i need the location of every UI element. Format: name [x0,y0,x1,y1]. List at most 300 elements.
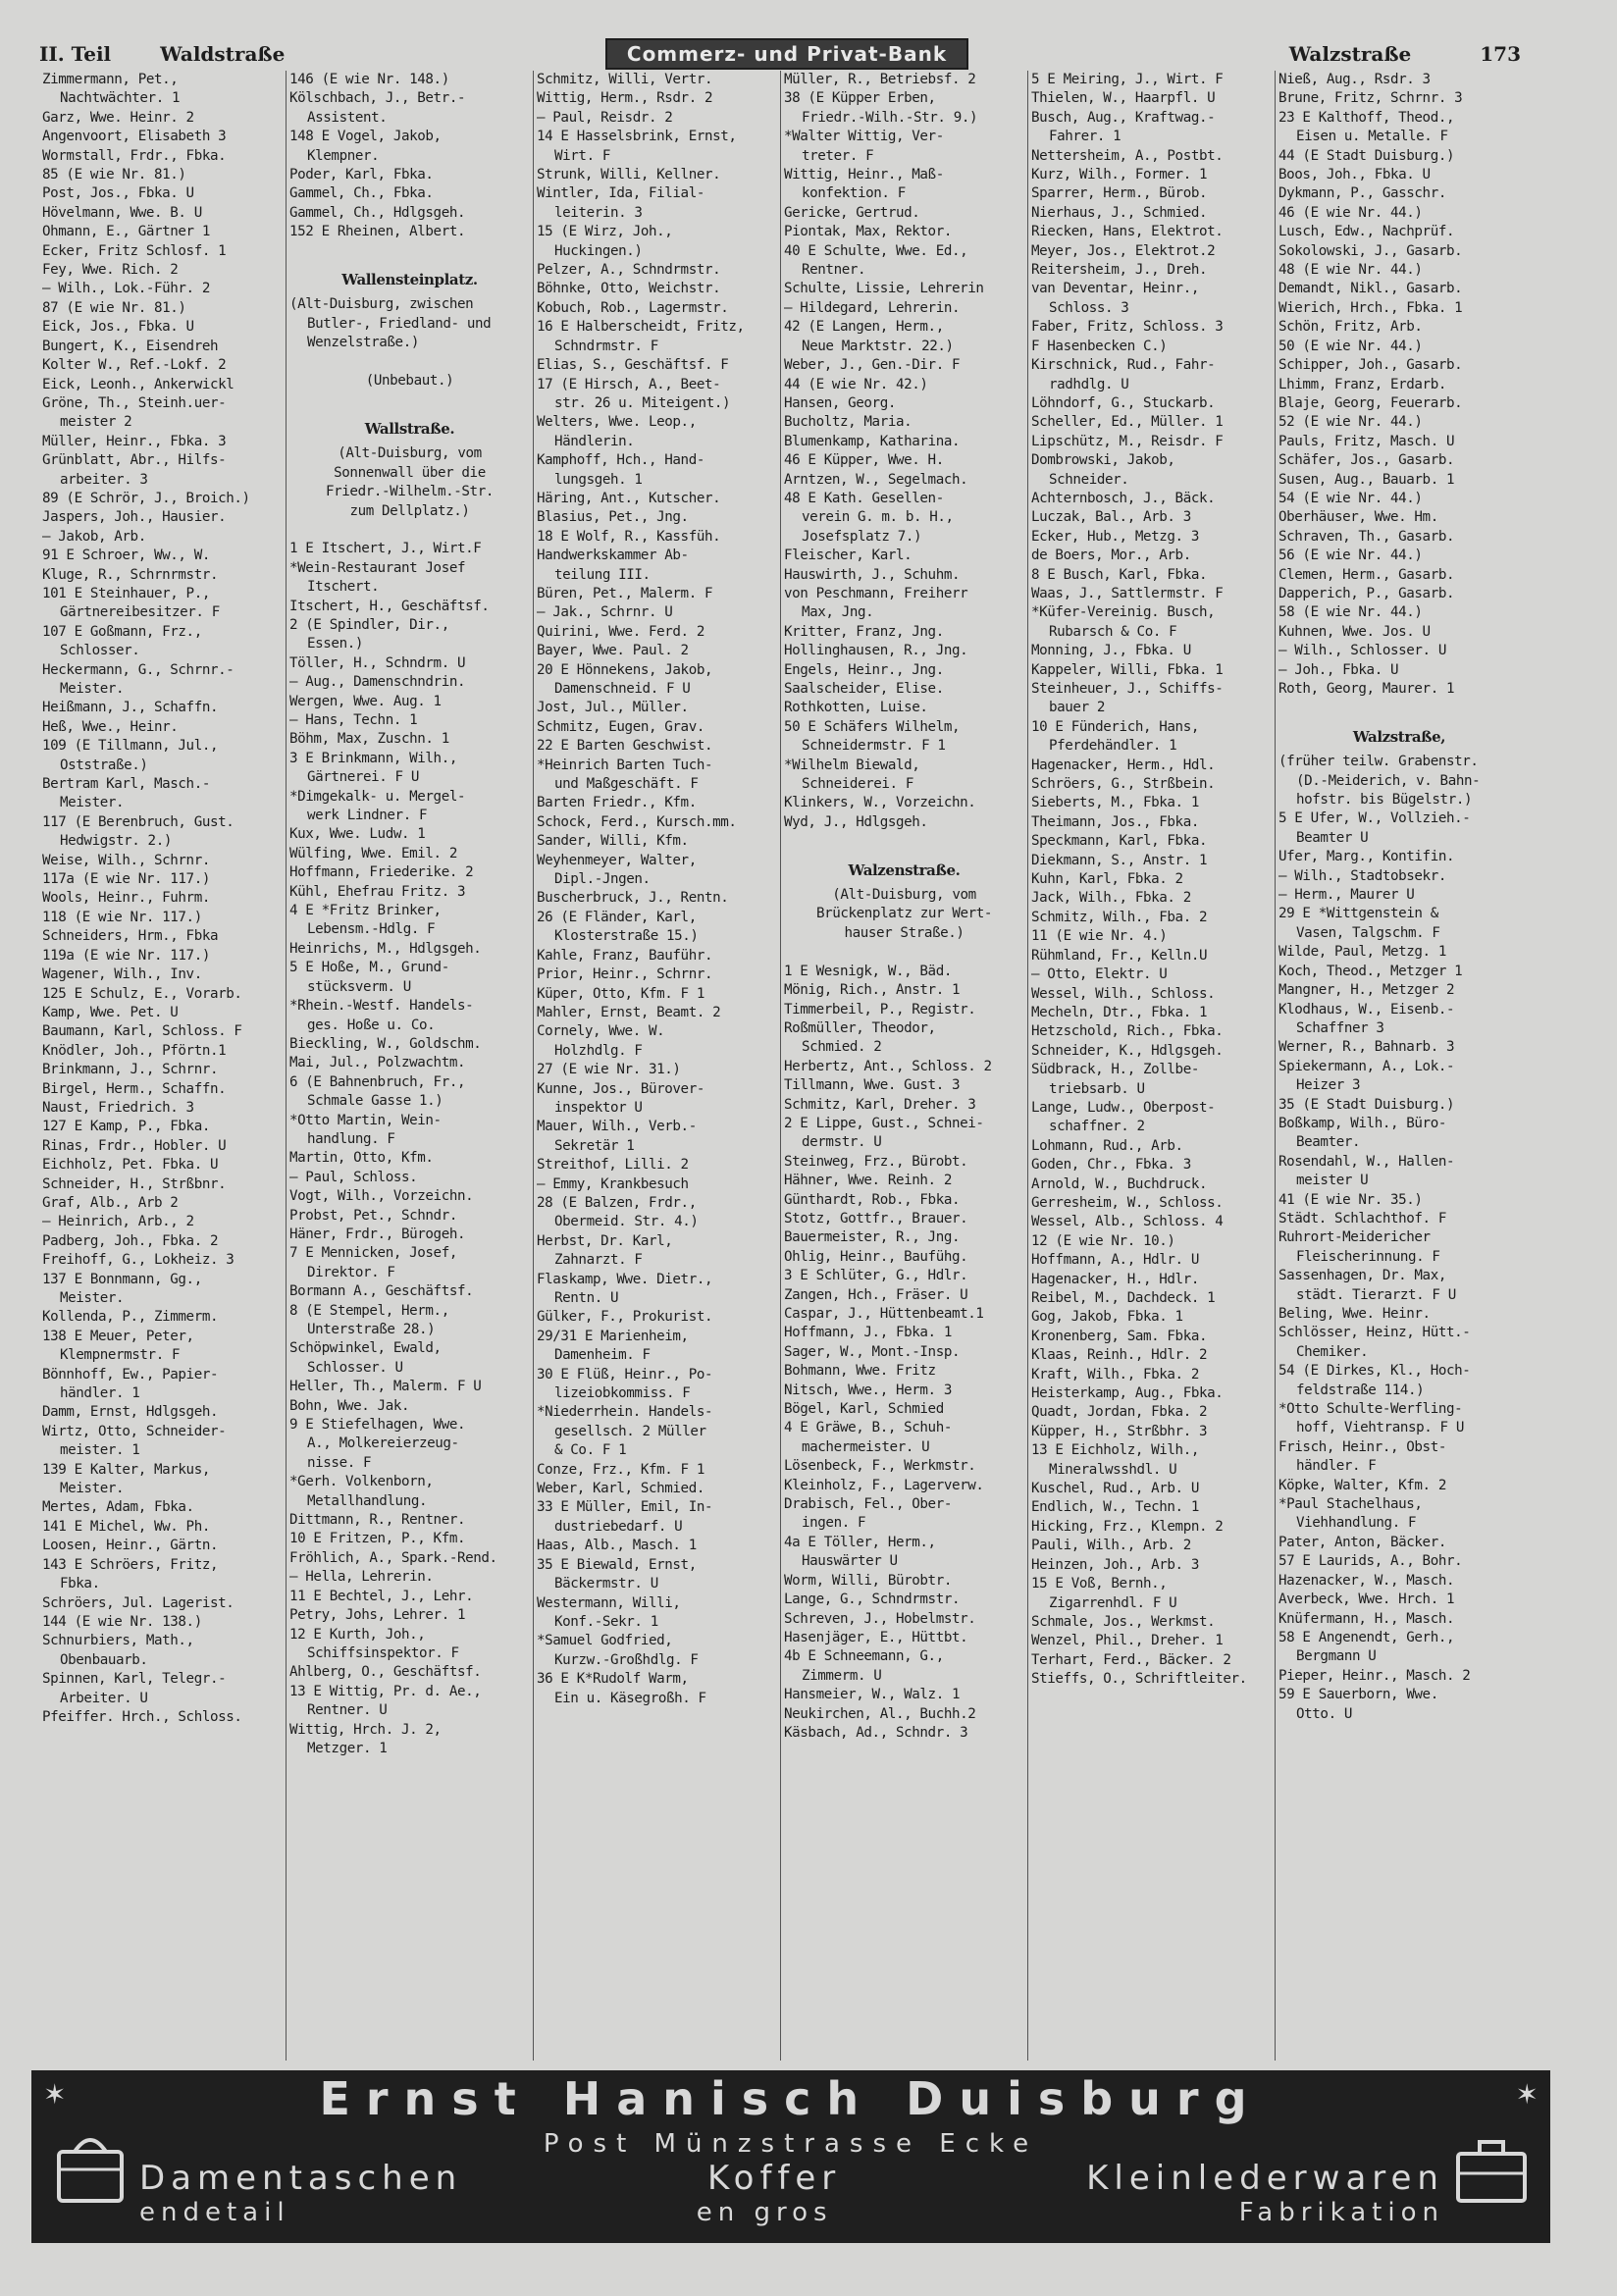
handbag-icon [51,2124,130,2213]
directory-entry: Quadt, Jordan, Fbka. 2 [1031,1404,1208,1421]
directory-entry: *Walter Wittig, Ver- [784,129,944,145]
blank-line [289,391,530,410]
directory-entry: Roth, Georg, Maurer. 1 [1278,681,1455,697]
entry-continuation: Hauswärter U [802,1553,898,1570]
directory-entry: Ecker, Hub., Metzg. 3 [1031,528,1199,545]
directory-entry: Rühmland, Fr., Kelln.U [1031,947,1208,964]
directory-entry: Nettersheim, A., Postbt. [1031,147,1224,164]
directory-entry: 16 E Halberscheidt, Fritz, [537,319,745,336]
entry-continuation: Beamter U [1296,829,1369,846]
entry-continuation: Arbeiter. U [60,1690,148,1706]
directory-entry: Klaas, Reinh., Hdlr. 2 [1031,1347,1208,1364]
directory-entry: Bucholtz, Maria. [784,414,913,431]
directory-entry: Saalscheider, Elise. [784,681,944,697]
directory-entry: Gülker, F., Prokurist. [537,1309,713,1326]
directory-entry: *Samuel Godfried, [537,1633,673,1649]
entry-continuation: Max, Jng. [802,604,874,621]
directory-entry: Cornely, Wwe. W. [537,1023,665,1040]
directory-entry: 14 E Hasselsbrink, Ernst, [537,129,737,145]
ad-goods [139,2159,1444,2198]
directory-entry: 4 E *Fritz Brinker, [289,903,442,919]
entry-continuation: Metallhandlung. [307,1492,428,1509]
directory-entry: 10 E Fünderich, Hans, [1031,718,1199,735]
directory-entry: Sander, Willi, Kfm. [537,833,689,850]
directory-entry: Dykmann, P., Gasschr. [1278,185,1446,202]
directory-entry: Schröers, G., Strßbein. [1031,776,1216,793]
directory-entry: Engels, Heinr., Jng. [784,661,944,678]
directory-entry: Haas, Alb., Masch. 1 [537,1538,697,1554]
directory-entry: Bungert, K., Eisendreh [42,338,219,354]
directory-entry: 118 (E wie Nr. 117.) [42,909,202,925]
directory-entry: Nierhaus, J., Schmied. [1031,204,1208,221]
directory-entry: Koch, Theod., Metzger 1 [1278,963,1463,979]
directory-entry: Boos, Joh., Fbka. U [1278,167,1431,183]
entry-continuation: Gärtnerei. F U [307,769,419,786]
directory-entry: 1 E Wesnigk, W., Bäd. [784,963,952,979]
directory-entry: Schöpwinkel, Ewald, [289,1340,442,1357]
directory-entry: Kritter, Franz, Jng. [784,623,944,640]
entry-continuation: Schiffsinspektor. F [307,1644,459,1661]
directory-entry: Kuschel, Rud., Arb. U [1031,1481,1199,1497]
entry-continuation: hofstr. bis Bügelstr.) [1296,792,1473,809]
entry-continuation: inspektor U [554,1099,643,1116]
directory-entry: Reibel, M., Dachdeck. 1 [1031,1290,1216,1306]
directory-entry: Schlösser, Heinz, Hütt.- [1278,1325,1471,1341]
directory-entry: Steinweg, Frz., Bürobt. [784,1153,968,1170]
directory-entry: Hoffmann, J., Fbka. 1 [784,1325,952,1341]
directory-entry: — Paul, Schloss. [289,1169,418,1185]
directory-entry: 148 E Vogel, Jakob, [289,129,442,145]
directory-entry: Kirschnick, Rud., Fahr- [1031,357,1216,374]
directory-entry: Büren, Pet., Malerm. F [537,585,713,601]
directory-entry: Thielen, W., Haarpfl. U [1031,90,1216,107]
directory-entry: Drabisch, Fel., Ober- [784,1496,952,1513]
directory-entry: 109 (E Tillmann, Jul., [42,738,219,755]
directory-entry: 42 (E Langen, Herm., [784,319,944,336]
directory-entry: Ufer, Marg., Kontifin. [1278,849,1455,865]
directory-entry: Schön, Fritz, Arb. [1278,319,1423,336]
directory-entry: Spiekermann, A., Lok.- [1278,1058,1455,1074]
directory-entry: *Küfer-Vereinig. Busch, [1031,604,1216,621]
directory-entry: 139 E Kalter, Markus, [42,1461,210,1478]
directory-entry: Mauer, Wilh., Verb.- [537,1119,697,1135]
directory-entry: — Jakob, Arb. [42,528,146,545]
ad-sales-type: en gros [696,2198,833,2227]
directory-entry: 29 E *Wittgenstein & [1278,906,1438,922]
entry-continuation: Dipl.-Jngen. [554,871,651,888]
directory-entry: Schnurbiers, Math., [42,1633,194,1649]
directory-entry: 12 E Kurth, Joh., [289,1626,426,1643]
entry-continuation: Schneiderei. F [802,776,913,793]
directory-entry: Käsbach, Ad., Schndr. 3 [784,1724,968,1741]
directory-entry: Kuhn, Karl, Fbka. 2 [1031,871,1183,888]
ad-sales-type: Fabrikation [1238,2198,1444,2227]
directory-entry: 137 E Bonnmann, Gg., [42,1271,202,1287]
entry-continuation: Holzhdlg. F [554,1042,643,1059]
directory-entry: Baumann, Karl, Schloss. F [42,1023,242,1040]
street-description: (Alt-Duisburg, vom [338,445,482,462]
entry-continuation: Vasen, Talgschm. F [1296,924,1440,941]
directory-entry: Blasius, Pet., Jng. [537,509,689,526]
directory-entry: Kronenberg, Sam. Fbka. [1031,1328,1208,1344]
directory-entry: Bögel, Karl, Schmied [784,1401,944,1418]
directory-entry: 11 (E wie Nr. 4.) [1031,928,1168,945]
directory-entry: Kamp, Wwe. Pet. U [42,1004,179,1020]
directory-entry: Hansmeier, W., Walz. 1 [784,1687,961,1703]
directory-entry: Sieberts, M., Fbka. 1 [1031,795,1199,811]
directory-entry: 59 E Sauerborn, Wwe. [1278,1687,1438,1703]
street-description: Brückenplatz zur Wert- [815,906,993,922]
ad-goods-item: Damentaschen [139,2159,463,2198]
directory-entry: Jack, Wilh., Fbka. 2 [1031,890,1191,907]
directory-entry: Mahler, Ernst, Beamt. 2 [537,1004,721,1020]
directory-entry: Oberhäuser, Wwe. Hm. [1278,509,1438,526]
directory-entry: Eick, Leonh., Ankerwickl [42,376,235,392]
directory-entry: Pauli, Wilh., Arb. 2 [1031,1538,1191,1554]
entry-continuation: ges. Hoße u. Co. [307,1017,436,1033]
ad-company-name: Ernst Hanisch Duisburg [319,2072,1263,2125]
entry-continuation: Schmied. 2 [802,1039,882,1056]
directory-entry: 85 (E wie Nr. 81.) [42,167,186,183]
directory-entry: Wools, Heinr., Fuhrm. [42,890,210,907]
entry-continuation: und Maßgeschäft. F [554,776,699,793]
directory-entry: Dombrowski, Jakob, [1031,452,1175,469]
entry-continuation: Meister. [60,681,125,697]
directory-entry: Caspar, J., Hüttenbeamt.1 [784,1306,984,1322]
directory-entry: Lipschütz, M., Reisdr. F [1031,433,1224,449]
directory-entry: 117 (E Berenbruch, Gust. [42,813,235,830]
directory-entry: 144 (E wie Nr. 138.) [42,1613,202,1630]
page-header [39,39,1521,69]
entry-continuation: Ein u. Käsegroßh. F [554,1690,706,1706]
entry-continuation: dermstr. U [802,1134,882,1151]
entry-continuation: radhdlg. U [1049,376,1129,392]
entry-continuation: Schaffner 3 [1296,1019,1384,1036]
directory-entry: Ohlig, Heinr., Baufühg. [784,1248,968,1265]
entry-continuation: Wenzelstraße.) [307,335,419,351]
directory-entry: Knödler, Joh., Pförtn.1 [42,1042,227,1059]
directory-entry: Heinzen, Joh., Arb. 3 [1031,1556,1199,1573]
directory-entry: Ruhrort-Meidericher [1278,1229,1431,1246]
directory-entry: Garz, Wwe. Heinr. 2 [42,109,194,126]
directory-entry: Faber, Fritz, Schloss. 3 [1031,319,1224,336]
entry-continuation: Obermeid. Str. 4.) [554,1214,699,1230]
directory-entry: 48 (E wie Nr. 44.) [1278,262,1423,279]
directory-entry: Theimann, Jos., Fbka. [1031,813,1199,830]
directory-entry: Gammel, Ch., Fbka. [289,185,434,202]
directory-entry: 23 E Kalthoff, Theod., [1278,109,1455,126]
directory-entry: Hähner, Wwe. Reinh. 2 [784,1173,952,1189]
entry-continuation: Damenschneid. F U [554,681,691,697]
entry-continuation: lizeiobkommiss. F [554,1385,691,1402]
entry-continuation: Bergmann U [1296,1648,1377,1665]
directory-entry: 91 E Schroer, Ww., W. [42,548,210,564]
directory-entry: Dittmann, R., Rentner. [289,1512,466,1529]
directory-entry: Heisterkamp, Aug., Fbka. [1031,1385,1224,1402]
directory-entry: Pater, Anton, Bäcker. [1278,1534,1446,1550]
entry-continuation: Wirt. F [554,147,610,164]
entry-continuation: str. 26 u. Miteigent.) [554,394,731,411]
directory-entry: Weber, Karl, Schmied. [537,1481,704,1497]
directory-entry: Lohmann, Rud., Arb. [1031,1137,1183,1154]
entry-continuation: meister. 1 [60,1442,140,1459]
entry-continuation: Fbka. [60,1576,100,1592]
directory-entry: Ecker, Fritz Schlosf. 1 [42,242,227,259]
directory-entry: *Paul Stachelhaus, [1278,1496,1423,1513]
street-heading: Wallensteinplatz. [341,271,478,289]
directory-entry: Stieffs, O., Schriftleiter. [1031,1671,1247,1688]
entry-continuation: Meister. [60,795,125,811]
entry-continuation: Bäckermstr. U [554,1576,658,1592]
directory-entry: Birgel, Herm., Schaffn. [42,1080,227,1097]
entry-continuation: Direktor. F [307,1264,395,1280]
columns-container [39,71,1523,2061]
entry-continuation: verein G. m. b. H., [802,509,954,526]
directory-entry: 1 E Itschert, J., Wirt.F [289,541,482,557]
directory-entry: Susen, Aug., Bauarb. 1 [1278,471,1455,488]
directory-entry: Nitsch, Wwe., Herm. 3 [784,1382,952,1398]
directory-entry: Wagener, Wilh., Inv. [42,966,202,983]
directory-entry: Quirini, Wwe. Ferd. 2 [537,623,704,640]
directory-entry: Kolter W., Ref.-Lokf. 2 [42,357,227,374]
street-heading: Wallstraße. [364,419,455,438]
directory-entry: Wittig, Hrch. J. 2, [289,1721,442,1738]
entry-continuation: Rubarsch & Co. F [1049,623,1177,640]
directory-entry: Kobuch, Rob., Lagermstr. [537,299,729,316]
directory-entry: Schröers, Jul. Lagerist. [42,1594,235,1611]
entry-continuation: Chemiker. [1296,1343,1369,1360]
directory-entry: Averbeck, Wwe. Hrch. 1 [1278,1592,1455,1608]
directory-entry: Prior, Heinr., Schrnr. [537,966,713,983]
directory-entry: *Rhein.-Westf. Handels- [289,998,474,1015]
directory-entry: Häner, Frdr., Bürogeh. [289,1226,466,1242]
directory-entry: Martin, Otto, Kfm. [289,1150,434,1167]
directory-entry: Steinheuer, J., Schiffs- [1031,681,1224,697]
directory-entry: 87 (E wie Nr. 81.) [42,299,186,316]
directory-entry: Städt. Schlachthof. F [1278,1210,1446,1226]
directory-entry: Padberg, Joh., Fbka. 2 [42,1232,219,1249]
directory-entry: Luczak, Bal., Arb. 3 [1031,509,1191,526]
entry-continuation: Meister. [60,1481,125,1497]
directory-entry: *Gerh. Volkenborn, [289,1474,434,1490]
directory-entry: Wülfing, Wwe. Emil. 2 [289,845,457,861]
column-5 [1028,71,1276,2061]
entry-continuation: werk Lindner. F [307,808,428,824]
directory-entry: Riecken, Hans, Elektrot. [1031,224,1224,240]
directory-entry: Streithof, Lilli. 2 [537,1157,689,1174]
directory-entry: Beling, Wwe. Heinr. [1278,1306,1431,1322]
directory-entry: Eick, Jos., Fbka. U [42,319,194,336]
directory-entry: Heißmann, J., Schaffn. [42,700,219,716]
entry-continuation: Hedwigstr. 2.) [60,833,172,850]
directory-entry: Bohmann, Wwe. Fritz [784,1363,936,1380]
directory-entry: 3 E Schlüter, G., Hdlr. [784,1268,968,1284]
entry-continuation: leiterin. 3 [554,204,643,221]
blank-line [784,832,1024,851]
entry-continuation: Meister. [60,1290,125,1306]
directory-entry: 17 (E Hirsch, A., Beet- [537,376,721,392]
directory-entry: 127 E Kamp, P., Fbka. [42,1119,210,1135]
directory-entry: Arntzen, W., Segelmach. [784,471,968,488]
entry-continuation: händler. F [1296,1458,1377,1475]
directory-entry: Spinnen, Karl, Telegr.- [42,1671,227,1688]
entry-continuation: Mineralwsshdl. U [1049,1461,1177,1478]
directory-entry: Gammel, Ch., Hdlgsgeh. [289,204,466,221]
directory-entry: Mai, Jul., Polzwachtm. [289,1055,466,1071]
directory-entry: Wormstall, Frdr., Fbka. [42,147,227,164]
entry-continuation: lungsgeh. 1 [554,471,643,488]
directory-entry: Sager, W., Mont.-Insp. [784,1343,961,1360]
column-6 [1276,71,1523,2061]
directory-entry: Strunk, Willi, Kellner. [537,167,721,183]
directory-entry: Terhart, Ferd., Bäcker. 2 [1031,1651,1231,1668]
directory-entry: 46 (E wie Nr. 44.) [1278,204,1423,221]
directory-entry: 26 (E Fländer, Karl, [537,909,697,925]
directory-entry: Hövelmann, Wwe. B. U [42,204,202,221]
directory-entry: — Hella, Lehrerin. [289,1569,434,1586]
directory-entry: Dapperich, P., Gasarb. [1278,585,1455,601]
directory-entry: Monning, J., Fbka. U [1031,643,1191,659]
directory-entry: Hagenacker, Herm., Hdl. [1031,757,1216,773]
directory-entry: Bayer, Wwe. Paul. 2 [537,643,689,659]
directory-entry: Stotz, Gottfr., Brauer. [784,1210,968,1226]
directory-entry: Mangner, H., Metzger 2 [1278,982,1455,999]
directory-entry: 9 E Stiefelhagen, Wwe. [289,1417,466,1434]
directory-entry: Petry, Johs, Lehrer. 1 [289,1607,466,1624]
entry-continuation: Schndrmstr. F [554,338,658,354]
directory-entry: 5 E Meiring, J., Wirt. F [1031,72,1224,87]
entry-continuation: Unterstraße 28.) [307,1322,436,1337]
entry-continuation: Otto. U [1296,1705,1352,1722]
directory-entry: — Joh., Fbka. U [1278,661,1399,678]
directory-entry: 5 E Ufer, W., Vollzieh.- [1278,810,1471,827]
directory-entry: 44 (E wie Nr. 42.) [784,376,928,392]
directory-entry: Hasenjäger, E., Hüttbt. [784,1629,968,1645]
entry-continuation: Oststraße.) [60,757,148,773]
entry-continuation: Essen.) [307,636,363,652]
directory-entry: 52 (E wie Nr. 44.) [1278,414,1423,431]
entry-continuation: Itschert. [307,579,380,596]
directory-entry: Wenzel, Phil., Dreher. 1 [1031,1633,1224,1649]
directory-entry: Kollenda, P., Zimmerm. [42,1309,219,1326]
directory-entry: Herbst, Dr. Karl, [537,1232,673,1249]
directory-entry: Schmale, Jos., Werkmst. [1031,1613,1216,1630]
directory-entry: Hansen, Georg. [784,394,896,411]
directory-entry: Naust, Friedrich. 3 [42,1099,194,1116]
directory-entry: Freihoff, G., Lokheiz. 3 [42,1252,235,1269]
street-description: Friedr.-Wilhelm.-Str. [326,484,494,500]
street-description: hauser Straße.) [844,924,965,941]
directory-entry: 8 (E Stempel, Herm., [289,1302,449,1319]
star-icon: ✶ [1515,2078,1539,2111]
directory-entry: 15 (E Wirz, Joh., [537,224,673,240]
directory-entry: Brinkmann, J., Schrnr. [42,1062,219,1078]
directory-entry: Gerresheim, W., Schloss. [1031,1194,1224,1211]
directory-entry: Köpke, Walter, Kfm. 2 [1278,1477,1446,1493]
directory-entry: Flaskamp, Wwe. Dietr., [537,1271,713,1287]
directory-entry: 48 E Kath. Gesellen- [784,490,944,506]
directory-entry: Gog, Jakob, Fbka. 1 [1031,1309,1183,1326]
directory-entry: 143 E Schröers, Fritz, [42,1556,219,1573]
directory-entry: van Deventar, Heinr., [1031,281,1199,297]
directory-entry: 50 (E wie Nr. 44.) [1278,338,1423,354]
directory-entry: Tillmann, Wwe. Gust. 3 [784,1077,961,1094]
entry-continuation: Schneidermstr. F 1 [802,738,946,755]
directory-entry: Böhm, Max, Zuschn. 1 [289,731,449,748]
entry-continuation: konfektion. F [802,185,906,202]
directory-entry: *Otto Schulte-Werfling- [1278,1401,1463,1418]
street-left-label: Waldstraße [160,42,286,66]
directory-entry: Rinas, Frdr., Hobler. U [42,1137,227,1154]
entry-continuation: Assistent. [307,109,388,126]
entry-continuation: Heizer 3 [1296,1077,1361,1094]
directory-entry: Heinrichs, M., Hdlgsgeh. [289,940,482,957]
directory-entry: Ahlberg, O., Geschäftsf. [289,1664,482,1681]
directory-entry: de Boers, Mor., Arb. [1031,548,1191,564]
directory-entry: 119a (E wie Nr. 117.) [42,947,210,964]
directory-entry: Wittig, Herm., Rsdr. 2 [537,90,713,107]
directory-entry: Kurz, Wilh., Former. 1 [1031,167,1208,183]
directory-entry: Roßmüller, Theodor, [784,1019,936,1036]
entry-continuation: Sekretär 1 [554,1137,635,1154]
directory-entry: Heller, Th., Malerm. F U [289,1379,482,1395]
directory-entry: Schipper, Joh., Gasarb. [1278,357,1463,374]
entry-continuation: Zahnarzt. F [554,1252,643,1269]
directory-entry: Loosen, Heinr., Gärtn. [42,1538,219,1554]
directory-entry: Fey, Wwe. Rich. 2 [42,262,179,279]
directory-entry: 30 E Flüß, Heinr., Po- [537,1366,713,1383]
directory-entry: Kamphoff, Hch., Hand- [537,452,704,469]
directory-entry: Frisch, Heinr., Obst- [1278,1438,1446,1455]
directory-entry: Scheller, Ed., Müller. 1 [1031,414,1224,431]
column-3 [534,71,781,2061]
directory-entry: Blaje, Georg, Feuerarb. [1278,394,1463,411]
directory-entry: Löhndorf, G., Stuckarb. [1031,394,1216,411]
blank-line [289,353,530,372]
directory-entry: 146 (E wie Nr. 148.) [289,72,449,87]
directory-entry: 4 E Gräwe, B., Schuh- [784,1420,952,1436]
entry-continuation: schaffner. 2 [1049,1119,1145,1135]
directory-entry: — Paul, Reisdr. 2 [537,109,673,126]
directory-entry: Heß, Wwe., Heinr. [42,718,179,735]
ad-address: Post Münzstrasse Ecke [543,2129,1039,2159]
directory-entry: 107 E Goßmann, Frz., [42,623,202,640]
directory-entry: Schneiders, Hrm., Fbka [42,928,219,945]
entry-continuation: hoff, Viehtransp. F U [1296,1420,1464,1436]
directory-entry: Häring, Ant., Kutscher. [537,490,721,506]
directory-entry: Kleinholz, F., Lagerverw. [784,1477,984,1493]
blank-line [1278,699,1520,717]
directory-entry: Jaspers, Joh., Hausier. [42,509,227,526]
directory-entry: 101 E Steinhauer, P., [42,585,210,601]
directory-entry: Boßkamp, Wilh., Büro- [1278,1115,1446,1131]
directory-entry: Klodhaus, W., Eisenb.- [1278,1001,1455,1018]
directory-entry: 13 E Eichholz, Wilh., [1031,1442,1199,1459]
directory-entry: 46 E Küpper, Wwe. H. [784,452,944,469]
entry-continuation: ingen. F [802,1515,866,1532]
directory-entry: Müller, R., Betriebsf. 2 [784,72,976,87]
directory-entry: Handwerkskammer Ab- [537,548,689,564]
entry-continuation: bauer 2 [1049,700,1105,716]
directory-entry: Neukirchen, Al., Buchh.2 [784,1705,976,1722]
directory-entry: *Niederrhein. Handels- [537,1404,713,1421]
directory-entry: Herbertz, Ant., Schloss. 2 [784,1058,992,1074]
directory-entry: Heckermann, G., Schrnr.- [42,661,235,678]
directory-entry: Welters, Wwe. Leop., [537,414,697,431]
directory-entry: Busch, Aug., Kraftwag.- [1031,109,1216,126]
directory-entry: Worm, Willi, Bürobtr. [784,1572,952,1589]
directory-entry: Pelzer, A., Schndrmstr. [537,262,721,279]
